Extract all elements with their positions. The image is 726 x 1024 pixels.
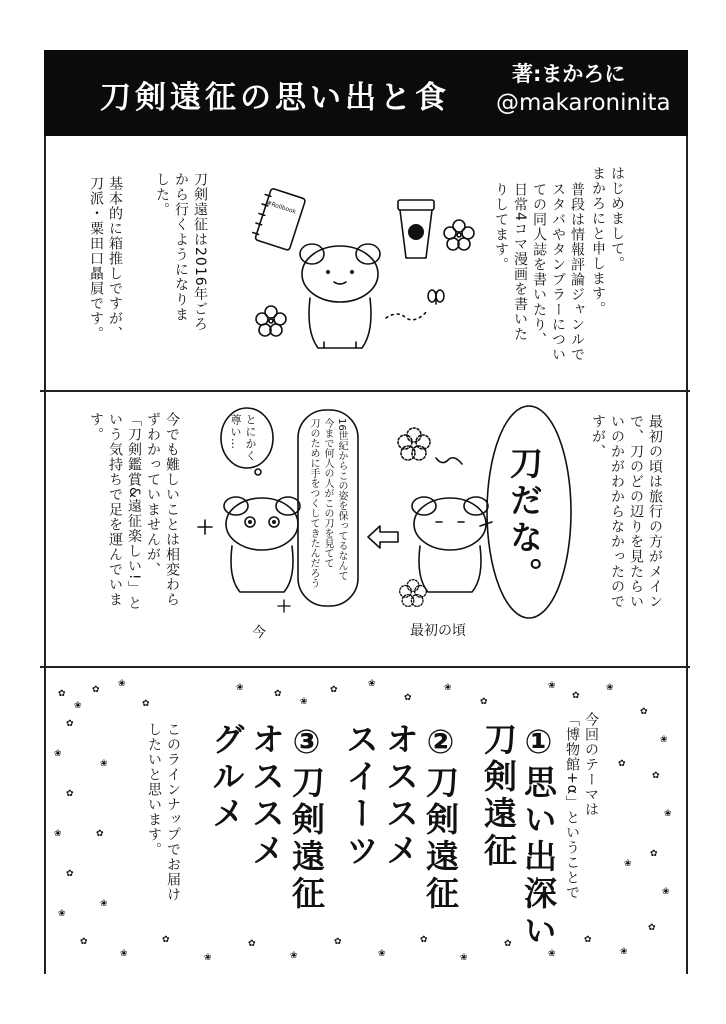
- bear-character-now: [214, 486, 310, 596]
- flower-icon: ✿: [142, 699, 150, 709]
- flower-icon: ❀: [236, 683, 244, 693]
- bear-character: [290, 232, 390, 352]
- author-credit: 著:まかろに: [512, 62, 626, 86]
- author-handle: @makaroninita: [496, 90, 671, 116]
- sparkle-icon: [198, 520, 212, 534]
- page-title: 刀剣遠征の思い出と食: [100, 80, 450, 116]
- flower-icon: ❀: [378, 949, 386, 959]
- notebook-label: #Rollbook: [265, 199, 297, 216]
- panel-divider-1: [40, 390, 690, 392]
- frame-right: [686, 136, 688, 974]
- panel1-intro: はじめまして。 まかろにと申します。: [590, 166, 625, 316]
- flower-icon: ❀: [300, 697, 308, 707]
- panel1-body: 普段は情報評論ジャンルで スタバやタンブラーについ ての同人誌を書いたり、 日常4コマ漫画を書いた りしてます。: [493, 182, 585, 362]
- caption-now: 今: [252, 625, 266, 641]
- flower-icon: [396, 426, 432, 462]
- bubble-text-long: 16世紀からこの姿を保ってるなんて 今まで何人の人がこの刀を見てて 刀のために手をつくしてきたんだろう: [308, 418, 347, 588]
- flower-icon: ❀: [368, 679, 376, 689]
- flower-icon: ❀: [290, 951, 298, 961]
- flower-icon: ✿: [58, 689, 66, 699]
- panel2-right-text: 最初の頃は旅行の方がメイン で、刀のどの辺りを見たらい いのかがわからなかったので すが、: [590, 414, 663, 609]
- caption-first-time: 最初の頃: [410, 623, 466, 639]
- coffee-cup-icon: [394, 196, 438, 262]
- flower-icon: ❀: [620, 947, 628, 957]
- flower-icon: ✿: [404, 693, 412, 703]
- lineup-item-3: ③刀剣遠征 オススメ グルメ: [207, 722, 326, 913]
- flower-icon: ❀: [118, 679, 126, 689]
- squiggle-icon: [434, 454, 464, 468]
- panel1-left-text: 刀剣遠征は2016年ごろ から行くようになりま した。: [154, 172, 208, 332]
- flower-icon: ❀: [460, 953, 468, 963]
- flower-icon: ✿: [618, 759, 626, 769]
- flower-icon: ✿: [248, 939, 256, 949]
- flower-icon: ✿: [80, 937, 88, 947]
- flower-icon: ✿: [274, 689, 282, 699]
- panel2-left-text: 今でも難しいことは相変わら ずわかっていませんが、 「刀剣鑑賞&遠征楽しい!」と いう気持ちで足を運んでいま す。: [88, 412, 180, 611]
- sparkle-icon: [278, 600, 290, 612]
- flower-icon: ❀: [662, 887, 670, 897]
- butterfly-icon: [384, 288, 448, 324]
- flower-icon: [398, 578, 428, 608]
- flower-icon: ❀: [100, 899, 108, 909]
- flower-icon: ✿: [504, 939, 512, 949]
- flower-icon: ✿: [572, 691, 580, 701]
- flower-icon: ✿: [648, 923, 656, 933]
- flower-icon: ✿: [66, 869, 74, 879]
- flower-icon: [254, 304, 288, 338]
- flower-icon: ✿: [652, 771, 660, 781]
- flower-icon: ❀: [204, 953, 212, 963]
- flower-icon: ✿: [92, 685, 100, 695]
- flower-icon: ❀: [624, 859, 632, 869]
- flower-icon: [442, 218, 476, 252]
- flower-icon: ❀: [548, 681, 556, 691]
- flower-icon: ✿: [650, 849, 658, 859]
- flower-icon: ❀: [548, 949, 556, 959]
- flower-icon: ❀: [58, 909, 66, 919]
- flower-icon: ❀: [100, 759, 108, 769]
- flower-icon: ✿: [420, 935, 428, 945]
- flower-icon: ✿: [584, 935, 592, 945]
- header-banner: [44, 50, 688, 136]
- bubble-text-large: 刀だな。: [505, 446, 544, 594]
- flower-icon: ✿: [162, 935, 170, 945]
- flower-icon: ✿: [640, 707, 648, 717]
- arrow-left-icon: [366, 524, 400, 550]
- flower-icon: ✿: [480, 697, 488, 707]
- panel3-theme: 今回のテーマは 「博物館+α」ということで: [564, 712, 599, 900]
- flower-icon: ❀: [54, 829, 62, 839]
- flower-icon: ❀: [444, 683, 452, 693]
- lineup-item-2: ②刀剣遠征 オススメ スイーツ: [341, 722, 460, 913]
- flower-icon: ✿: [330, 685, 338, 695]
- flower-icon: ✿: [66, 719, 74, 729]
- flower-icon: ❀: [664, 809, 672, 819]
- flower-icon: ❀: [54, 749, 62, 759]
- flower-icon: ❀: [660, 735, 668, 745]
- flower-icon: ✿: [96, 829, 104, 839]
- flower-icon: ✿: [66, 789, 74, 799]
- panel3-closing: このラインナップでお届け したいと思います。: [146, 722, 181, 902]
- frame-left: [44, 136, 46, 974]
- panel-divider-2: [40, 666, 690, 668]
- flower-icon: ❀: [120, 949, 128, 959]
- bubble-text-small: とにかく 尊い…: [229, 414, 257, 462]
- flower-icon: ❀: [74, 701, 82, 711]
- lineup-item-1: ①思い出深い 刀剣遠征: [479, 722, 558, 950]
- flower-icon: ✿: [334, 937, 342, 947]
- flower-icon: ❀: [606, 683, 614, 693]
- panel1-left-text-2: 基本的に箱推しですが、 刀派・粟田口贔屓です。: [88, 176, 123, 341]
